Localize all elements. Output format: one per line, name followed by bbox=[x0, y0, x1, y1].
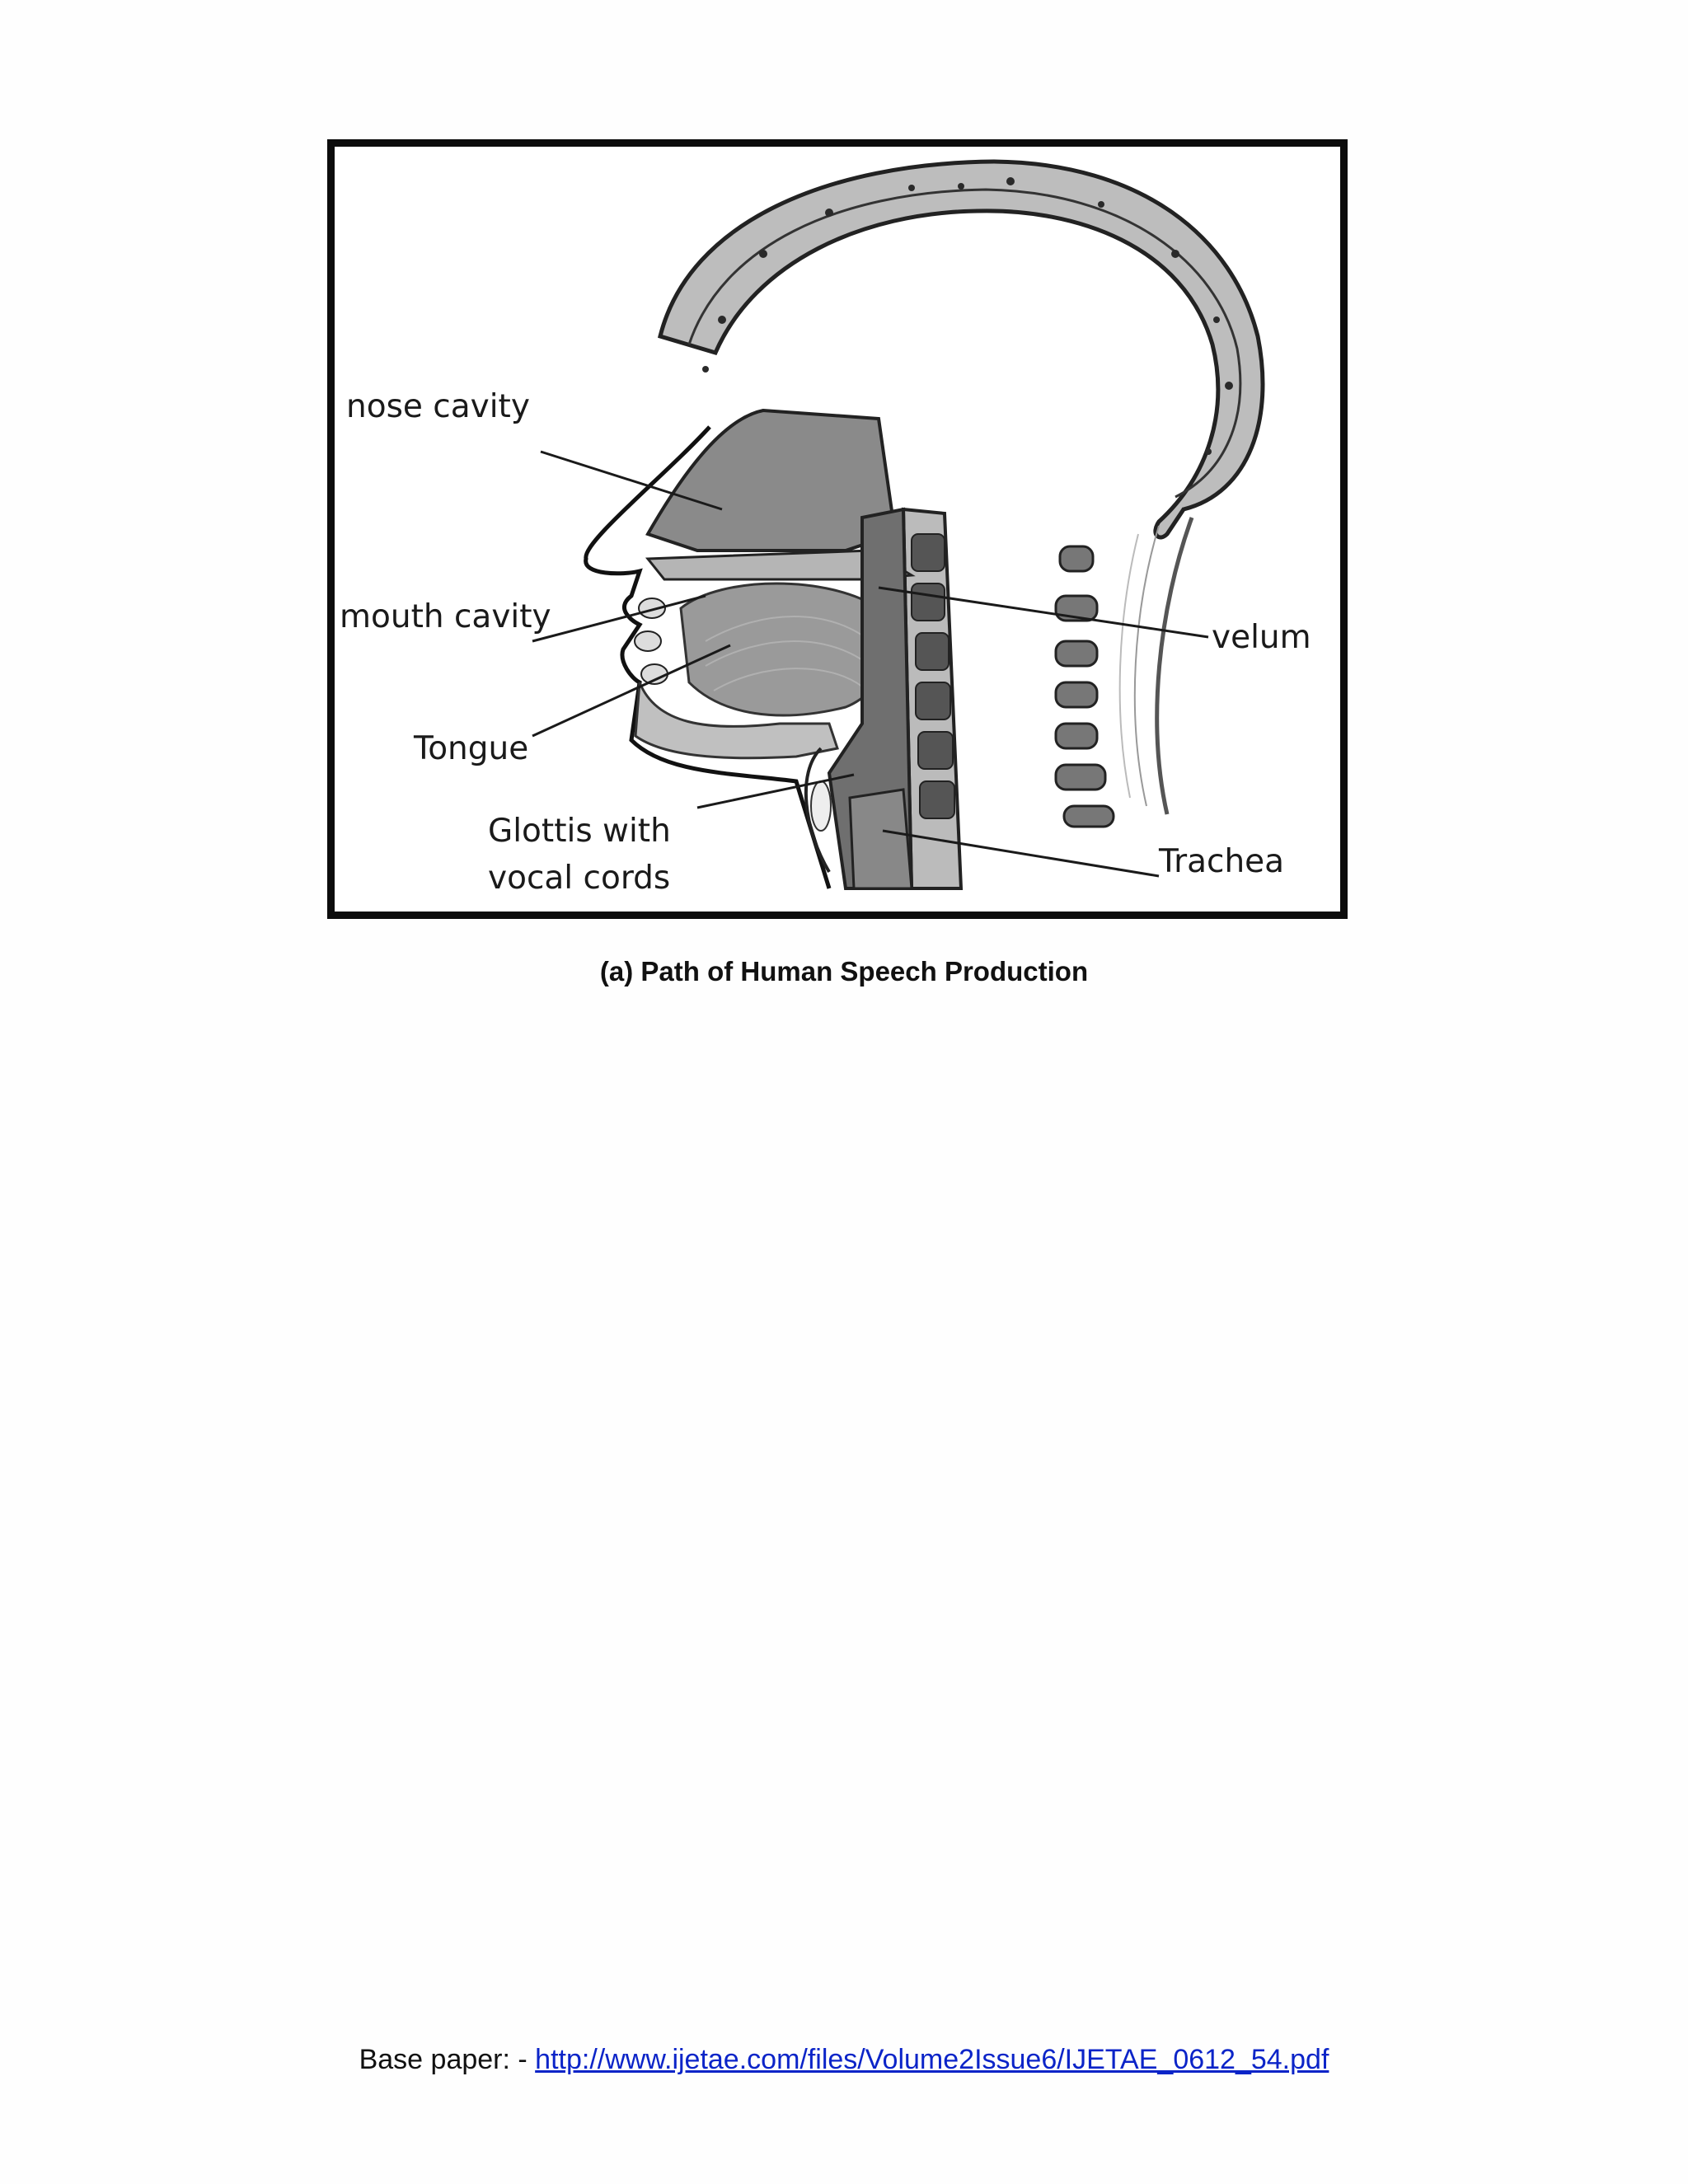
label-glottis-line2: vocal cords bbox=[488, 860, 671, 897]
trachea-tube bbox=[850, 790, 912, 888]
nasal-cavity bbox=[648, 410, 895, 551]
label-nose-cavity: nose cavity bbox=[346, 388, 530, 425]
neck-back bbox=[1157, 518, 1192, 814]
footer-prefix: Base paper: - bbox=[359, 2044, 536, 2075]
label-tongue: Tongue bbox=[414, 730, 529, 767]
anatomy-figure-frame bbox=[327, 139, 1348, 919]
label-velum: velum bbox=[1212, 619, 1311, 656]
label-mouth-cavity: mouth cavity bbox=[340, 598, 551, 635]
figure-caption: (a) Path of Human Speech Production bbox=[599, 956, 1089, 987]
vertebrae bbox=[1056, 546, 1114, 827]
base-paper-link[interactable]: http://www.ijetae.com/files/Volume2Issue6/IJETAE_0612_54.pdf bbox=[535, 2044, 1329, 2075]
label-glottis-line1: Glottis with bbox=[488, 813, 671, 850]
tongue-shape bbox=[681, 583, 890, 715]
label-trachea: Trachea bbox=[1159, 843, 1285, 880]
footer-reference bbox=[0, 2044, 1688, 2076]
speech-anatomy-diagram bbox=[335, 147, 1340, 912]
